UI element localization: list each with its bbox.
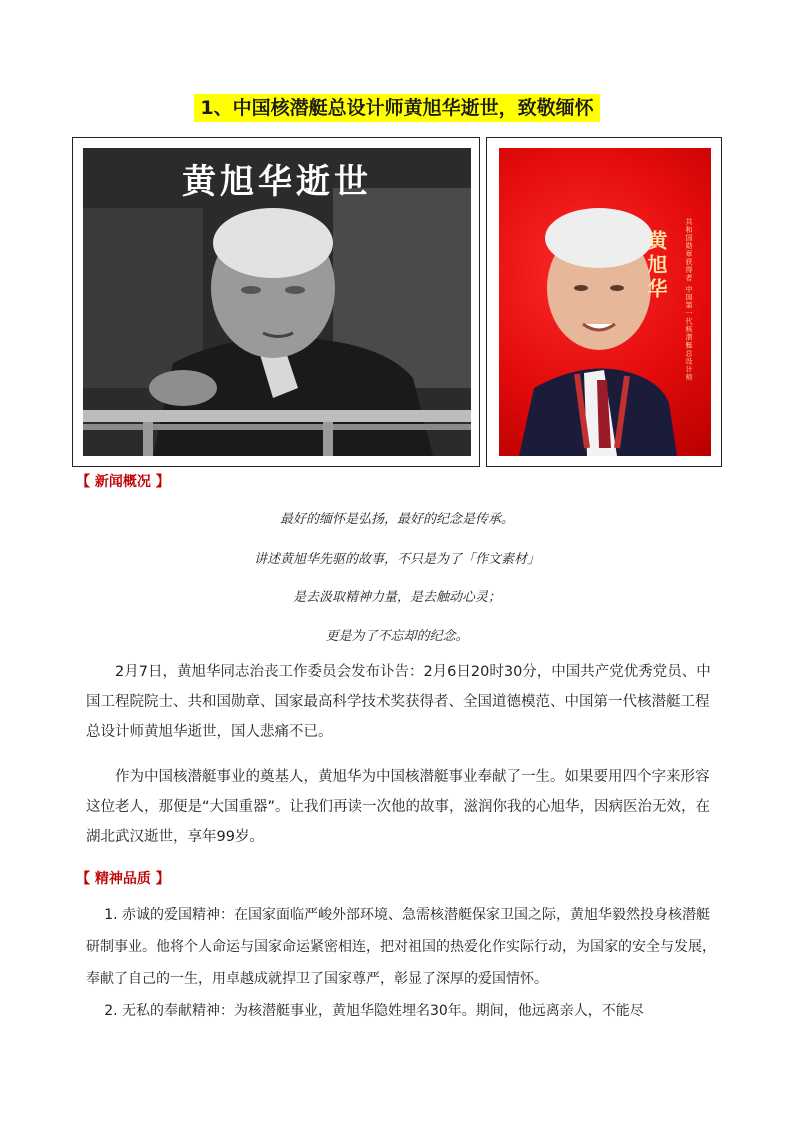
photo-overlay-title: 黄旭华逝世 [182,162,372,202]
photo-left-frame [72,137,480,467]
page-title: 1、中国核潜艇总设计师黄旭华逝世，致敬缅怀 [194,94,599,122]
news-paragraph-2: 作为中国核潜艇事业的奠基人，黄旭华为中国核潜艇事业奉献了一生。如果要用四个字来形容这位老人，那便是“大国重器”。让我们再读一次他的故事，滋润你我的心旭华，因病医治无效，在湖北武汉逝世，享年99岁。 [86,769,711,845]
poem-line-3: 是去汲取精神力量，是去触动心灵； [292,590,501,605]
photo-vertical-name: 黄旭华 [644,230,668,302]
poem-line-4: 更是为了不忘却的纪念。 [325,629,469,644]
portrait-photo-bw [83,148,471,456]
section-tag-news: 【 新闻概况 】 [76,474,170,490]
poem-line-1: 最好的缅怀是弘扬，最好的纪念是传承。 [279,512,514,527]
photo-right-frame [486,137,722,467]
title-wrap [0,94,794,122]
section-tag-qualities: 【 精神品质 】 [76,871,170,887]
quality-item-1: 1. 赤诚的爱国精神：在国家面临严峻外部环境、急需核潜艇保家卫国之际，黄旭华毅然投身核潜艇研制事业。他将个人命运与国家命运紧密相连，把对祖国的热爱化作实际行动，为国家的安全与发展，奉献了自己的一生，用卓越成就捍卫了国家尊严，彰显了深厚的爱国情怀。 [86,907,716,987]
quality-item-2: 2. 无私的奉献精神：为核潜艇事业，黄旭华隐姓埋名30年。期间，他远离亲人，不能尽 [104,1003,644,1019]
photo-vertical-subtitle: 共和国勋章获得者 中国第一代核潜艇总设计师 [685,218,693,382]
portrait-red-illustration [499,148,711,456]
news-paragraph-1: 2月7日，黄旭华同志治丧工作委员会发布讣告：2月6日20时30分，中国共产党优秀党员、中国工程院院士、共和国勋章、国家最高科学技术奖获得者、全国道德模范、中国第一代核潜艇工程总设计师黄旭华逝世，国人悲痛不已。 [86,664,711,740]
portrait-photo-red [499,148,711,456]
poem-line-2: 讲述黄旭华先驱的故事，不只是为了「作文素材」 [253,552,540,567]
